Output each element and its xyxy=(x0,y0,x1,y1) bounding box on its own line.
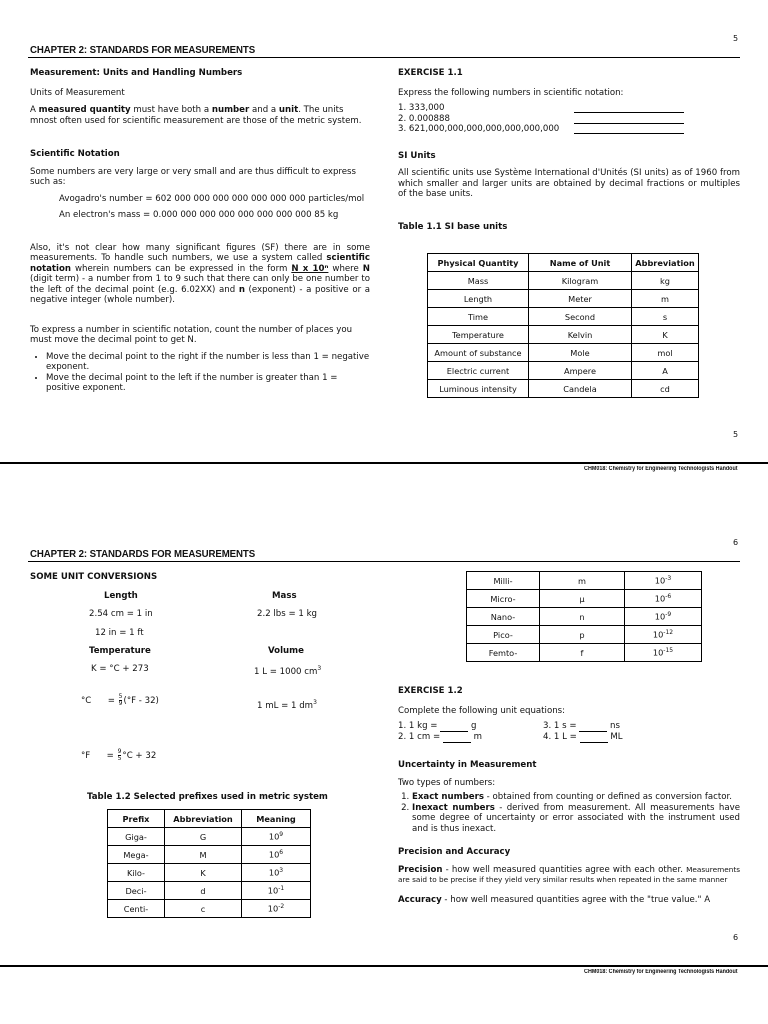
table-caption: Table 1.2 Selected prefixes used in metric system xyxy=(87,792,328,802)
scientific-notation-paragraph: Some numbers are very large or very small and are thus difficult to express such as: xyxy=(30,166,357,187)
equation-3: 3. 1 s = ns xyxy=(543,721,620,731)
column-header: Meaning xyxy=(242,810,311,828)
mass-label: Mass xyxy=(272,591,297,601)
answer-blank[interactable] xyxy=(574,103,684,113)
exercise-instructions: Express the following numbers in scientific notation: xyxy=(398,87,624,98)
precision-accuracy-heading: Precision and Accuracy xyxy=(398,847,511,857)
chapter-divider xyxy=(28,561,740,562)
table-row: Micro- μ $10^{-6}$ xyxy=(467,590,702,608)
page-number-top: 6 xyxy=(733,538,739,547)
section-heading: SOME UNIT CONVERSIONS xyxy=(30,572,158,582)
answer-blank[interactable] xyxy=(443,733,471,743)
table-row: Femto- f $10^{-15}$ xyxy=(467,644,702,662)
table-row: Luminous intensity Candela cd xyxy=(428,380,699,398)
equation-2: 2. 1 cm = m xyxy=(398,732,483,742)
si-base-units-table xyxy=(427,253,699,398)
si-units-heading: SI Units xyxy=(398,150,436,161)
page-footer-divider xyxy=(0,462,768,464)
column-header: Abbreviation xyxy=(165,810,242,828)
table-row: Nano- n $10^{-9}$ xyxy=(467,608,702,626)
right-column xyxy=(398,686,740,905)
chapter-divider xyxy=(28,57,740,58)
column-header: Abbreviation xyxy=(632,254,699,272)
table-row: Mass Kilogram kg xyxy=(428,272,699,290)
length-conversion-1: 2.54 cm = 1 in xyxy=(89,609,153,619)
right-column xyxy=(398,68,740,232)
list-item: 2. Inexact numbers - derived from measurement. All measurements have some degree of uncertainty or error associated with the instrument used and is thus inexact. xyxy=(412,803,740,835)
unit-equations xyxy=(398,721,740,747)
chapter-title: CHAPTER 2: STANDARDS FOR MEASUREMENTS xyxy=(30,548,256,560)
express-paragraph: To express a number in scientific notation, count the number of places you must move the decimal point to get N. xyxy=(30,324,353,345)
table-caption: Table 1.1 SI base units xyxy=(398,221,508,232)
table-row: Centi- c $10^{-2}$ xyxy=(108,900,311,918)
footer-text: CHM018: Chemistry for Engineering Technologists Handout xyxy=(584,969,738,975)
equation-1: 1. 1 kg = g xyxy=(398,721,477,731)
uncertainty-heading: Uncertainty in Measurement xyxy=(398,760,537,770)
table-row: Length Meter m xyxy=(428,290,699,308)
number-types-list xyxy=(398,792,740,834)
page-footer-divider xyxy=(0,965,768,967)
celsius-formula: °C = $\frac{5}{9}$ (°F - 32) xyxy=(81,693,159,707)
chapter-title: CHAPTER 2: STANDARDS FOR MEASUREMENTS xyxy=(30,44,256,56)
answer-blank[interactable] xyxy=(579,722,607,732)
table-row: Pico- p $10^{-12}$ xyxy=(467,626,702,644)
table-row: Electric current Ampere A xyxy=(428,362,699,380)
answer-blank[interactable] xyxy=(440,722,468,732)
mass-conversion: 2.2 lbs = 1 kg xyxy=(257,609,318,619)
scientific-notation-explanation: Also, it's not clear how many significant figures (SF) there are in some measurements. To handle such numbers, we use a system called scientific notation wherein numbers can be expressed in the form N x 10ⁿ where N (digit term) - a number from 1 to 9 such that there can only be one number to the left of the decimal point (e.g. 6.02XX) and n (exponent) - a positive or a negative integer (whole number). xyxy=(30,242,370,305)
fahrenheit-formula: °F = $\frac{9}{5}$ °C + 32 xyxy=(81,748,157,762)
table-row: Deci- d $10^{-1}$ xyxy=(108,882,311,900)
table-row: Temperature Kelvin K xyxy=(428,326,699,344)
page-number-bottom: 6 xyxy=(733,933,739,942)
volume-conversion: 1 L = 1000 $cm^3$ xyxy=(254,665,322,677)
exercise-title: EXERCISE 1.2 xyxy=(398,686,463,696)
page-6 xyxy=(0,508,768,1024)
precision-definition: Precision - how well measured quantities agree with each other. Measurements are said to be precise if they yield very similar results when repeated in the same manner xyxy=(398,864,740,884)
table-row: Giga- G $10^9$ xyxy=(108,828,311,846)
column-header: Physical Quantity xyxy=(428,254,529,272)
list-item: • Move the decimal point to the right if the number is less than 1 = negative exponent. xyxy=(46,352,370,373)
column-header: Name of Unit xyxy=(529,254,632,272)
volume-label: Volume xyxy=(268,646,304,656)
equation-4: 4. 1 L = ML xyxy=(543,732,623,742)
page-5 xyxy=(0,0,768,482)
table-row: Kilo- K $10^3$ xyxy=(108,864,311,882)
section-heading: Measurement: Units and Handling Numbers xyxy=(30,68,243,78)
measured-quantity-paragraph: A measured quantity must have both a number and a unit. The units mnost often used for scientific measurement are those of the metric system. xyxy=(30,105,362,126)
list-item: 2. 0.000888 xyxy=(398,114,740,125)
table-header-row xyxy=(108,810,311,828)
table-row: Mega- M $10^6$ xyxy=(108,846,311,864)
answer-blank[interactable] xyxy=(574,124,684,134)
accuracy-definition: Accuracy - how well measured quantities agree with the "true value." A xyxy=(398,894,711,905)
column-header: Prefix xyxy=(108,810,165,828)
list-item: 3. 621,000,000,000,000,000,000,000 xyxy=(398,124,740,135)
subheading: Units of Measurement xyxy=(30,87,125,98)
table-row: Milli- m $10^{-3}$ xyxy=(467,572,702,590)
exercise-title: EXERCISE 1.1 xyxy=(398,68,463,78)
list-item: 1. Exact numbers - obtained from counting or defined as conversion factor. xyxy=(412,792,740,803)
decimal-rules-list xyxy=(30,352,370,394)
temperature-label: Temperature xyxy=(89,646,151,656)
electron-example: An electron's mass = 0.000 000 000 000 000 000 000 000 85 kg xyxy=(59,210,339,220)
table-header-row xyxy=(428,254,699,272)
list-item: • Move the decimal point to the left if the number is greater than 1 = positive exponent. xyxy=(46,373,370,394)
two-types-label: Two types of numbers: xyxy=(398,777,496,788)
avogadro-example: Avogadro's number = 602 000 000 000 000 000 000 000 particles/mol xyxy=(59,193,365,204)
si-units-paragraph: All scientific units use Système International d'Unités (SI units) as of 1960 from which smaller and larger units are obtained by decimal fractions or multiples of the base units. xyxy=(398,168,740,199)
footer-text: CHM018: Chemistry for Engineering Technologists Handout xyxy=(584,466,738,472)
left-column xyxy=(30,68,370,394)
scientific-notation-heading: Scientific Notation xyxy=(30,149,120,159)
prefix-table-continued xyxy=(466,571,702,662)
length-conversion-2: 12 in = 1 ft xyxy=(95,628,144,638)
table-row: Time Second s xyxy=(428,308,699,326)
list-item: 1. 333,000 xyxy=(398,103,740,114)
exercise-list xyxy=(398,103,740,135)
kelvin-conversion: K = °C + 273 xyxy=(91,664,149,674)
length-label: Length xyxy=(104,591,138,601)
answer-blank[interactable] xyxy=(574,114,684,124)
page-number-bottom: 5 xyxy=(733,430,739,439)
answer-blank[interactable] xyxy=(580,733,608,743)
table-row: Amount of substance Mole mol xyxy=(428,344,699,362)
prefix-table xyxy=(107,809,311,918)
page-number-top: 5 xyxy=(733,34,739,43)
milliliter-conversion: 1 mL = 1 $dm^3$ xyxy=(257,699,317,711)
exercise-instructions: Complete the following unit equations: xyxy=(398,705,566,716)
